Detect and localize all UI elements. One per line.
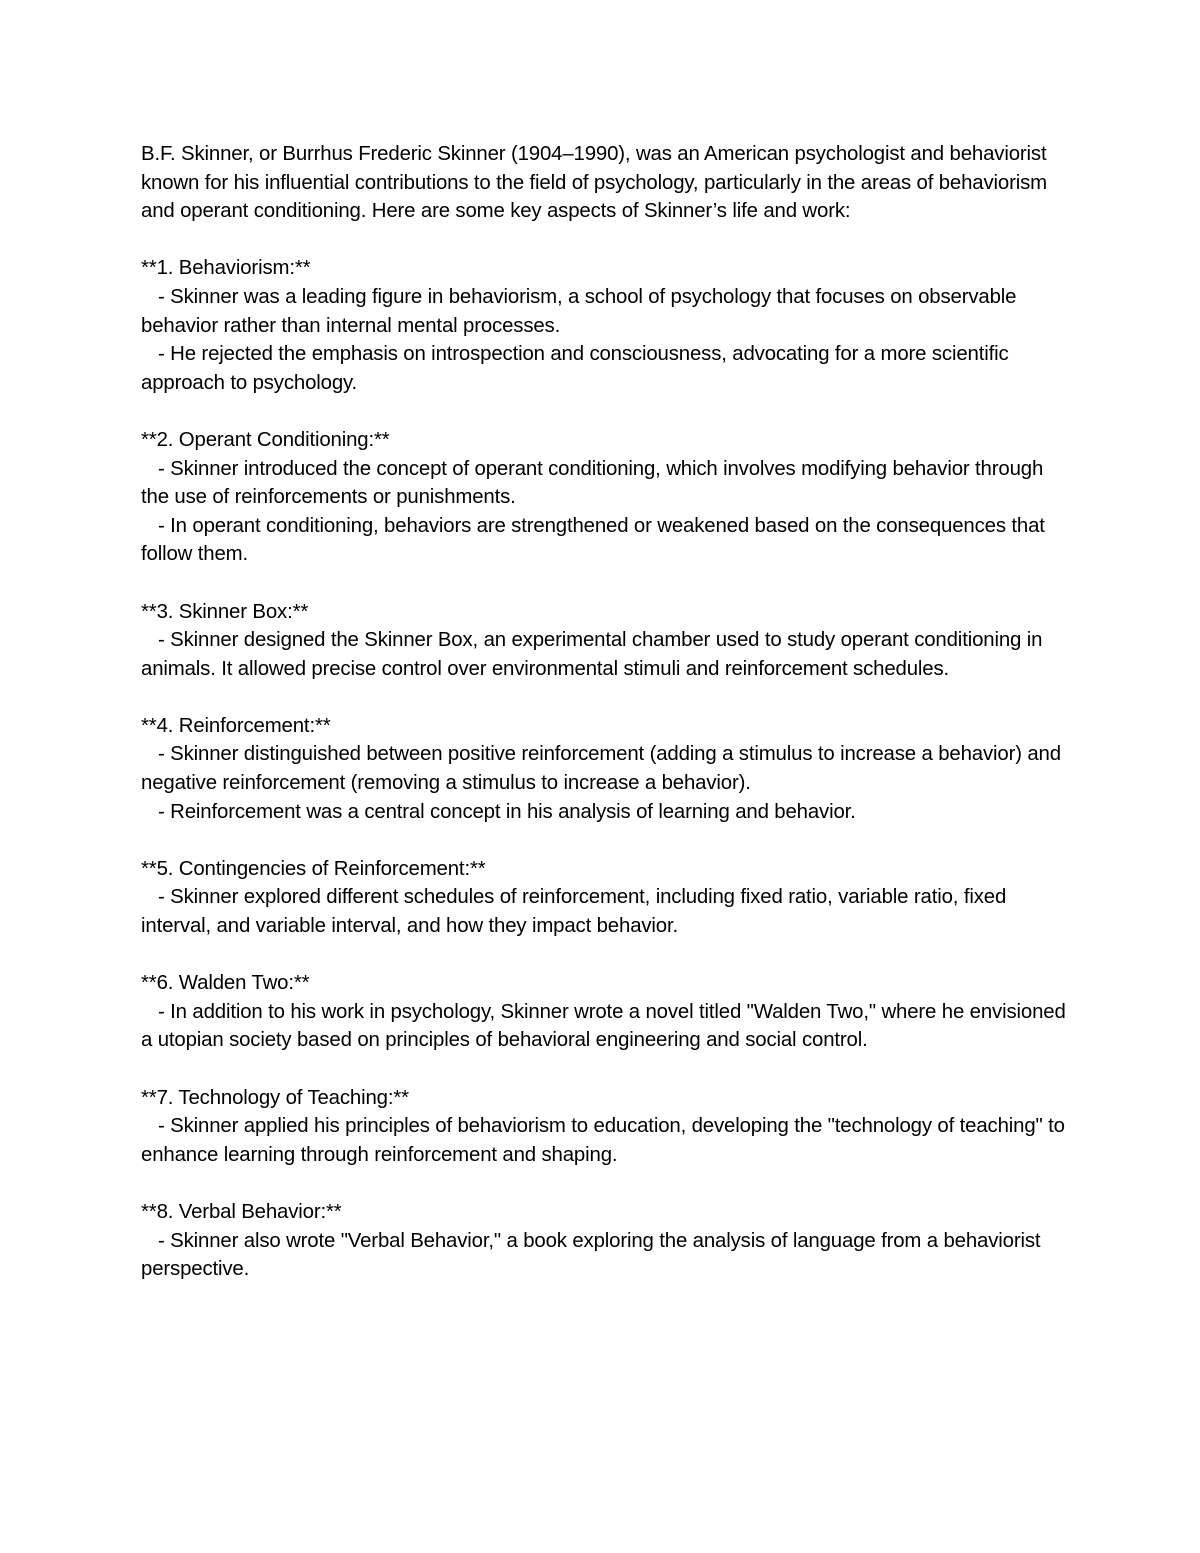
section-behaviorism xyxy=(141,254,1071,397)
section-verbal-behavior xyxy=(141,1198,1071,1284)
section-technology-of-teaching xyxy=(141,1084,1071,1170)
bullet-item: - Skinner explored different schedules of reinforcement, including fixed ratio, variable ratio, fixed interval, and variable interval, and how they impact behavior. xyxy=(141,886,1012,938)
spacer xyxy=(141,1169,1071,1198)
bullet-item: - Reinforcement was a central concept in his analysis of learning and behavior. xyxy=(158,800,856,823)
section-title: **8. Verbal Behavior:** xyxy=(141,1200,342,1223)
spacer xyxy=(141,397,1071,426)
spacer xyxy=(141,826,1071,855)
section-title: **7. Technology of Teaching:** xyxy=(141,1086,409,1109)
spacer xyxy=(141,226,1071,255)
bullet-item: - Skinner introduced the concept of operant conditioning, which involves modifying behavior through the use of reinforcements or punishments. xyxy=(141,457,1049,509)
bullet-item: - Skinner designed the Skinner Box, an experimental chamber used to study operant conditioning in animals. It allowed precise control over environmental stimuli and reinforcement schedules. xyxy=(141,629,1048,680)
bullet-item: - He rejected the emphasis on introspection and consciousness, advocating for a more scientific approach to psychology. xyxy=(141,343,1015,394)
spacer xyxy=(141,941,1071,970)
section-title: **5. Contingencies of Reinforcement:** xyxy=(141,857,486,880)
bullet-item: - In addition to his work in psychology, Skinner wrote a novel titled "Walden Two," where he envisioned a utopian society based on principles of behavioral engineering and social control. xyxy=(141,1000,1072,1052)
section-contingencies xyxy=(141,855,1071,941)
spacer xyxy=(141,1055,1071,1084)
section-skinner-box xyxy=(141,598,1071,684)
section-title: **4. Reinforcement:** xyxy=(141,714,331,737)
section-title: **6. Walden Two:** xyxy=(141,972,310,995)
section-title: **2. Operant Conditioning:** xyxy=(141,428,390,451)
bullet-item: - Skinner applied his principles of behaviorism to education, developing the "technology of teaching" to enhance learning through reinforcement and shaping. xyxy=(141,1115,1071,1166)
bullet-item: - Skinner was a leading figure in behaviorism, a school of psychology that focuses on observable behavior rather than internal mental processes. xyxy=(141,285,1022,337)
spacer xyxy=(141,569,1071,598)
bullet-item: - In operant conditioning, behaviors are strengthened or weakened based on the consequences that follow them. xyxy=(141,514,1051,566)
section-title: **3. Skinner Box:** xyxy=(141,600,309,623)
document-body xyxy=(141,140,1071,1284)
spacer xyxy=(141,683,1071,712)
section-reinforcement xyxy=(141,712,1071,826)
bullet-item: - Skinner also wrote "Verbal Behavior," a book exploring the analysis of language from a behaviorist perspective. xyxy=(141,1229,1046,1281)
intro-paragraph: B.F. Skinner, or Burrhus Frederic Skinner (1904–1990), was an American psychologist and behaviorist known for his influential contributions to the field of psychology, particularly in the areas of behaviorism and operant conditioning. Here are some key aspects of Skinner’s life and work: xyxy=(141,143,1053,223)
section-operant-conditioning xyxy=(141,426,1071,569)
bullet-item: - Skinner distinguished between positive reinforcement (adding a stimulus to increase a behavior) and negative reinforcement (removing a stimulus to increase a behavior). xyxy=(141,743,1067,795)
section-title: **1. Behaviorism:** xyxy=(141,257,311,280)
section-walden-two xyxy=(141,969,1071,1055)
